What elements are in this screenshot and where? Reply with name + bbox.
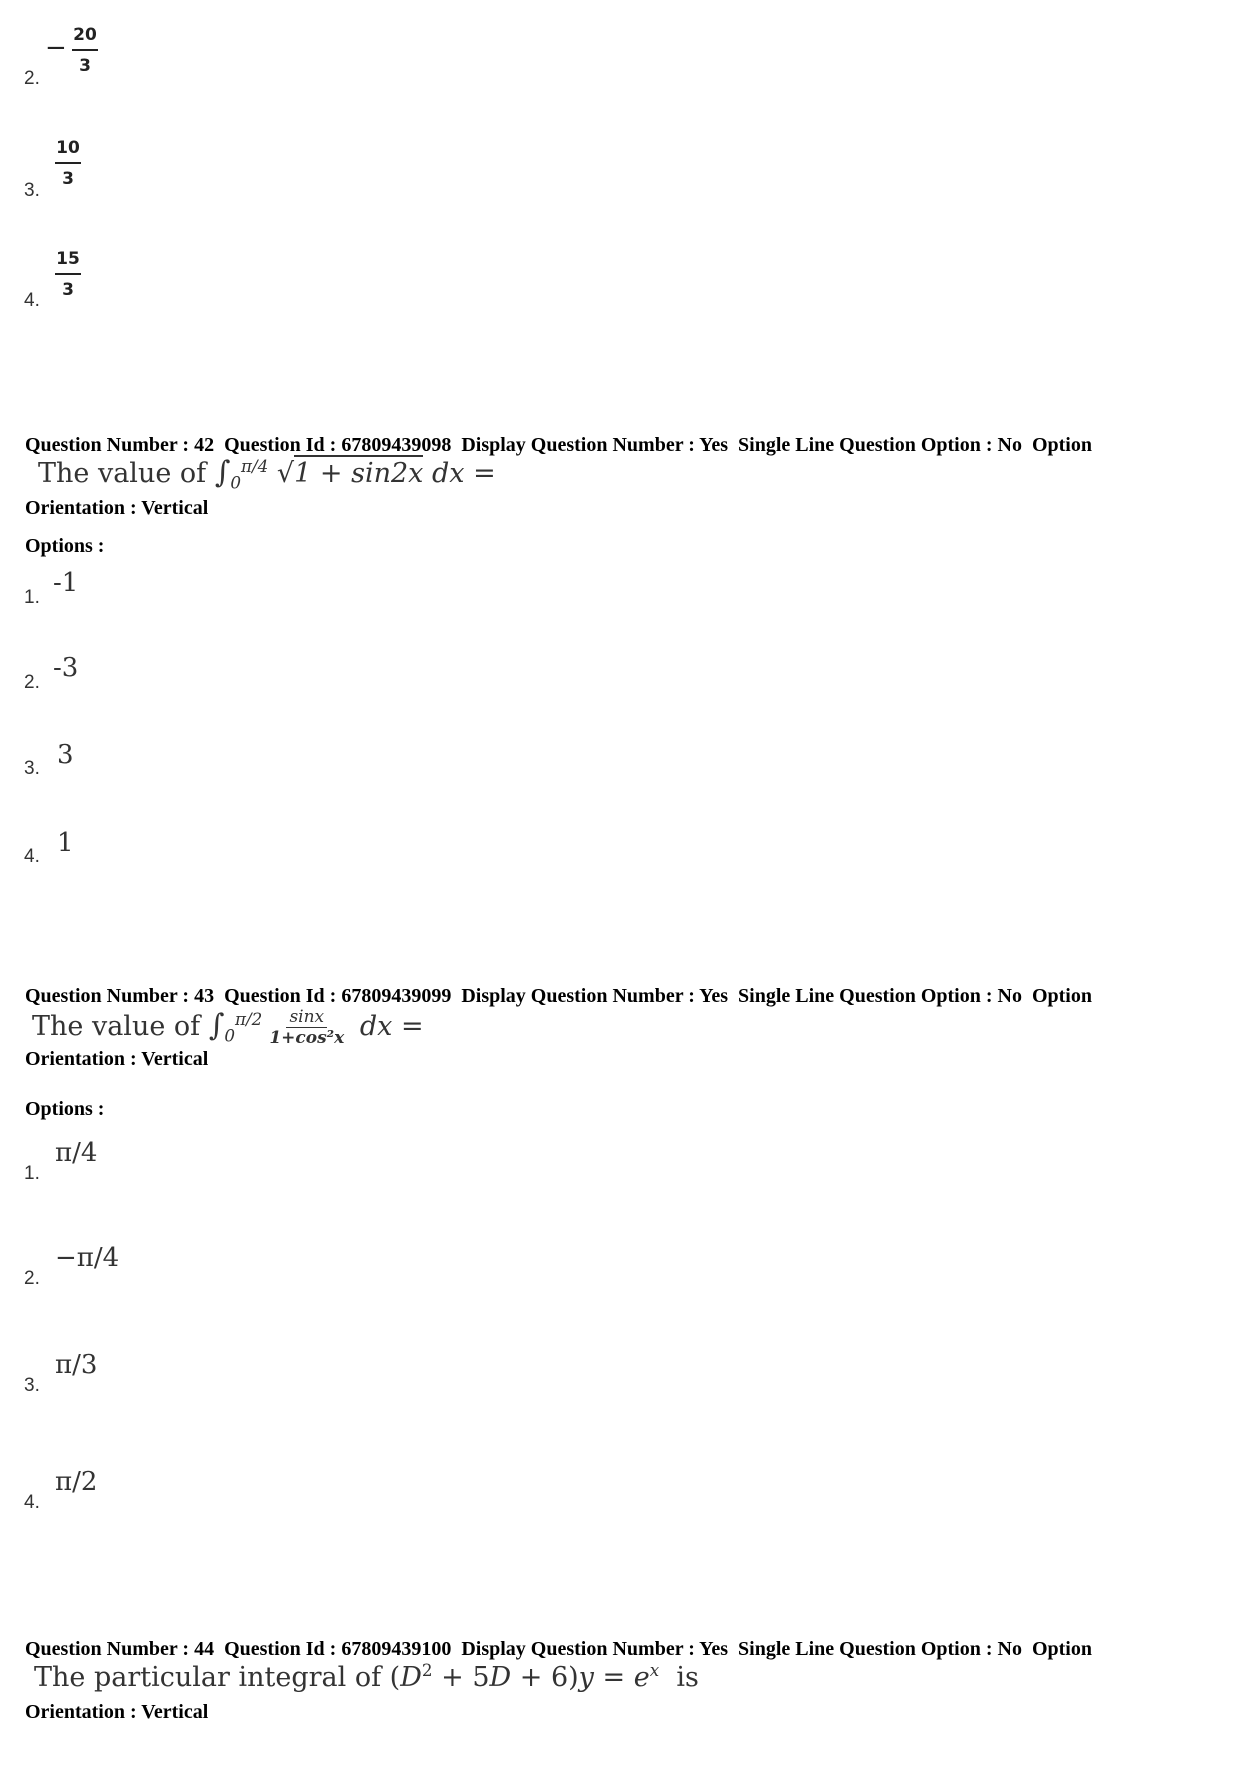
option-number: 2.: [24, 672, 40, 693]
integral-expression: $\int_0^{\pi/2}$ $\frac{\sin x}{\text{1+cos²x}}$ dx =: [208, 1007, 424, 1048]
option-number: 2.: [24, 1268, 40, 1289]
option-number: 4.: [24, 1492, 40, 1513]
question-header-line2: Orientation : Vertical: [25, 1701, 209, 1723]
question-header-line1: Question Number : 42 Question Id : 67809439098 Display Question Number : Yes Single Line Question Option : No Option: [25, 434, 1092, 456]
option-value: -3: [53, 653, 79, 683]
numerator: 10: [56, 138, 80, 158]
question-header-line2: Orientation : Vertical: [25, 497, 209, 519]
option-number: 3.: [24, 1375, 40, 1396]
fraction: [55, 249, 81, 300]
option-value: π/4: [55, 1138, 98, 1168]
fraction-bar: [72, 49, 98, 51]
options-label: Options :: [25, 535, 105, 557]
numerator: 15: [56, 249, 80, 269]
question-stem: [34, 1660, 699, 1693]
option-value: π/2: [55, 1467, 98, 1497]
denominator: 3: [79, 56, 91, 76]
question-stem: [32, 1007, 424, 1048]
question-stem: [38, 455, 496, 492]
stem-text: The particular integral of: [34, 1662, 390, 1693]
option-value: −π/4: [55, 1243, 120, 1273]
question-header-line1: Question Number : 44 Question Id : 67809439100 Display Question Number : Yes Single Line Question Option : No Option: [25, 1638, 1092, 1660]
integral-expression: $\int_0^{\pi/4}$ √1 + sin2x dx =: [214, 455, 496, 493]
fraction-bar: [55, 273, 81, 275]
option-number: 2.: [24, 68, 40, 89]
option-number: 1.: [24, 1163, 40, 1184]
numerator: 20: [73, 25, 97, 45]
option-value: 1: [57, 828, 74, 858]
fraction: [55, 138, 81, 189]
option-number: 3.: [24, 758, 40, 779]
option-value: -1: [53, 568, 79, 598]
differential-equation: $(D^2 + 5D + 6)y = e^x$: [389, 1660, 660, 1693]
fraction: [72, 25, 98, 76]
option-number: 3.: [24, 180, 40, 201]
question-header-line1: Question Number : 43 Question Id : 67809439099 Display Question Number : Yes Single Line Question Option : No Option: [25, 985, 1092, 1007]
fraction-bar: [55, 162, 81, 164]
question-header-line2: Orientation : Vertical: [25, 1048, 209, 1070]
option-value: 3: [57, 740, 74, 770]
option-number: 4.: [24, 290, 40, 311]
options-label: Options :: [25, 1098, 105, 1120]
stem-text: The value of: [32, 1011, 209, 1042]
option-number: 1.: [24, 587, 40, 608]
denominator: 3: [62, 169, 74, 189]
stem-text: The value of: [38, 458, 215, 489]
option-number: 4.: [24, 846, 40, 867]
denominator: 3: [62, 280, 74, 300]
minus-sign: −: [45, 33, 67, 63]
option-value: π/3: [55, 1350, 98, 1380]
stem-suffix: is: [667, 1662, 699, 1693]
